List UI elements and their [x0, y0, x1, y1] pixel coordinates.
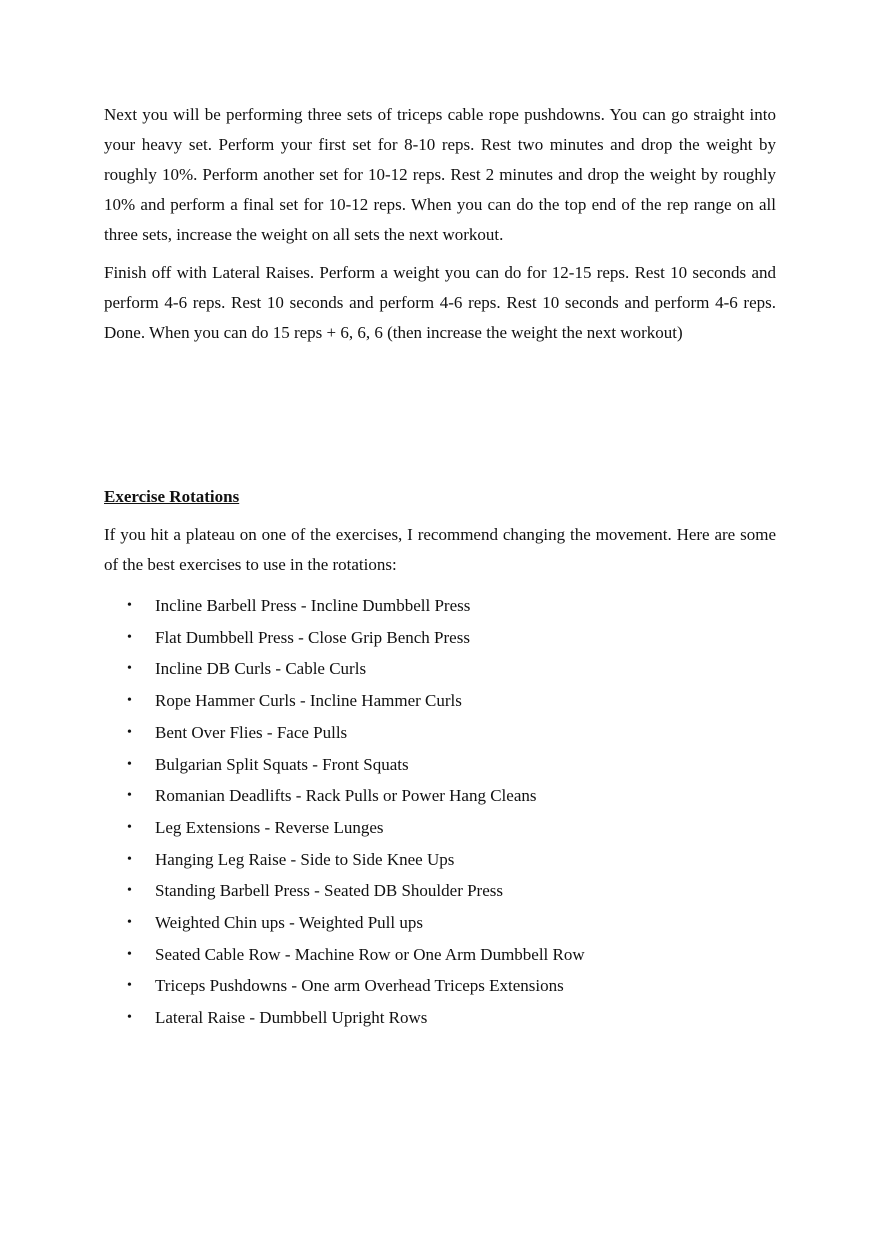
list-item-text: Leg Extensions - Reverse Lunges — [155, 817, 384, 837]
list-item — [104, 717, 776, 749]
bullet-icon: • — [127, 629, 132, 645]
list-item-text: Bulgarian Split Squats - Front Squats — [155, 754, 409, 774]
bullet-icon: • — [127, 946, 132, 962]
list-item — [104, 875, 776, 907]
list-item — [104, 844, 776, 876]
bullet-icon: • — [127, 819, 132, 835]
paragraph-triceps-pushdowns: Next you will be performing three sets of triceps cable rope pushdowns. You can go straight into your heavy set. Perform your first set for 8-10 reps. Rest two minutes and drop the weight by roughly 10%. Perform another set for 10-12 reps. Rest 2 minutes and drop the weight by roughly 10% and perform a final set for 10-12 reps. When you can do the top end of the rep range on all three sets, increase the weight on all sets the next workout. — [104, 105, 776, 244]
bullet-icon: • — [127, 756, 132, 772]
list-item — [104, 780, 776, 812]
list-item — [104, 907, 776, 939]
document-page — [104, 100, 776, 1034]
bullet-icon: • — [127, 851, 132, 867]
list-item — [104, 622, 776, 654]
rotation-list — [104, 590, 776, 1034]
bullet-icon: • — [127, 1010, 132, 1026]
list-item-text: Weighted Chin ups - Weighted Pull ups — [155, 913, 423, 933]
bullet-icon: • — [127, 978, 132, 994]
blank-space — [104, 348, 776, 482]
list-item-text: Hanging Leg Raise - Side to Side Knee Ups — [155, 849, 455, 869]
list-item-text: Rope Hammer Curls - Incline Hammer Curls — [155, 691, 462, 711]
bullet-icon: • — [127, 661, 132, 677]
list-item — [104, 812, 776, 844]
list-item — [104, 970, 776, 1002]
list-item-text: Incline DB Curls - Cable Curls — [155, 659, 367, 679]
list-item — [104, 685, 776, 717]
section-intro: If you hit a plateau on one of the exercises, I recommend changing the movement. Here are some of the best exercises to use in the rotations: — [104, 525, 776, 574]
list-item-text: Seated Cable Row - Machine Row or One Arm Dumbbell Row — [155, 944, 585, 964]
bullet-icon: • — [127, 598, 132, 613]
list-item — [104, 590, 776, 622]
bullet-icon: • — [127, 693, 132, 709]
list-item-text: Flat Dumbbell Press - Close Grip Bench Press — [155, 627, 470, 647]
bullet-icon: • — [127, 724, 132, 740]
list-item-text: Incline Barbell Press - Incline Dumbbell Press — [155, 596, 471, 615]
list-item — [104, 939, 776, 971]
list-item — [104, 1002, 776, 1034]
list-item — [104, 653, 776, 685]
paragraph-lateral-raises: Finish off with Lateral Raises. Perform a weight you can do for 12-15 reps. Rest 10 seconds and perform 4-6 reps. Rest 10 seconds and perform 4-6 reps. Rest 10 seconds and perform 4-6 reps. Done. When you can do 15 reps + 6, 6, 6 (then increase the weight the next workout) — [104, 263, 776, 342]
list-item — [104, 749, 776, 781]
list-item-text: Lateral Raise - Dumbbell Upright Rows — [155, 1008, 428, 1028]
list-item-text: Standing Barbell Press - Seated DB Shoulder Press — [155, 881, 503, 901]
list-item-text: Bent Over Flies - Face Pulls — [155, 722, 348, 742]
bullet-icon: • — [127, 788, 132, 804]
section-heading: Exercise Rotations — [104, 487, 240, 506]
list-item-text: Romanian Deadlifts - Rack Pulls or Power Hang Cleans — [155, 786, 537, 806]
list-item-text: Triceps Pushdowns - One arm Overhead Triceps Extensions — [155, 976, 564, 996]
bullet-icon: • — [127, 915, 132, 931]
bullet-icon: • — [127, 883, 132, 899]
